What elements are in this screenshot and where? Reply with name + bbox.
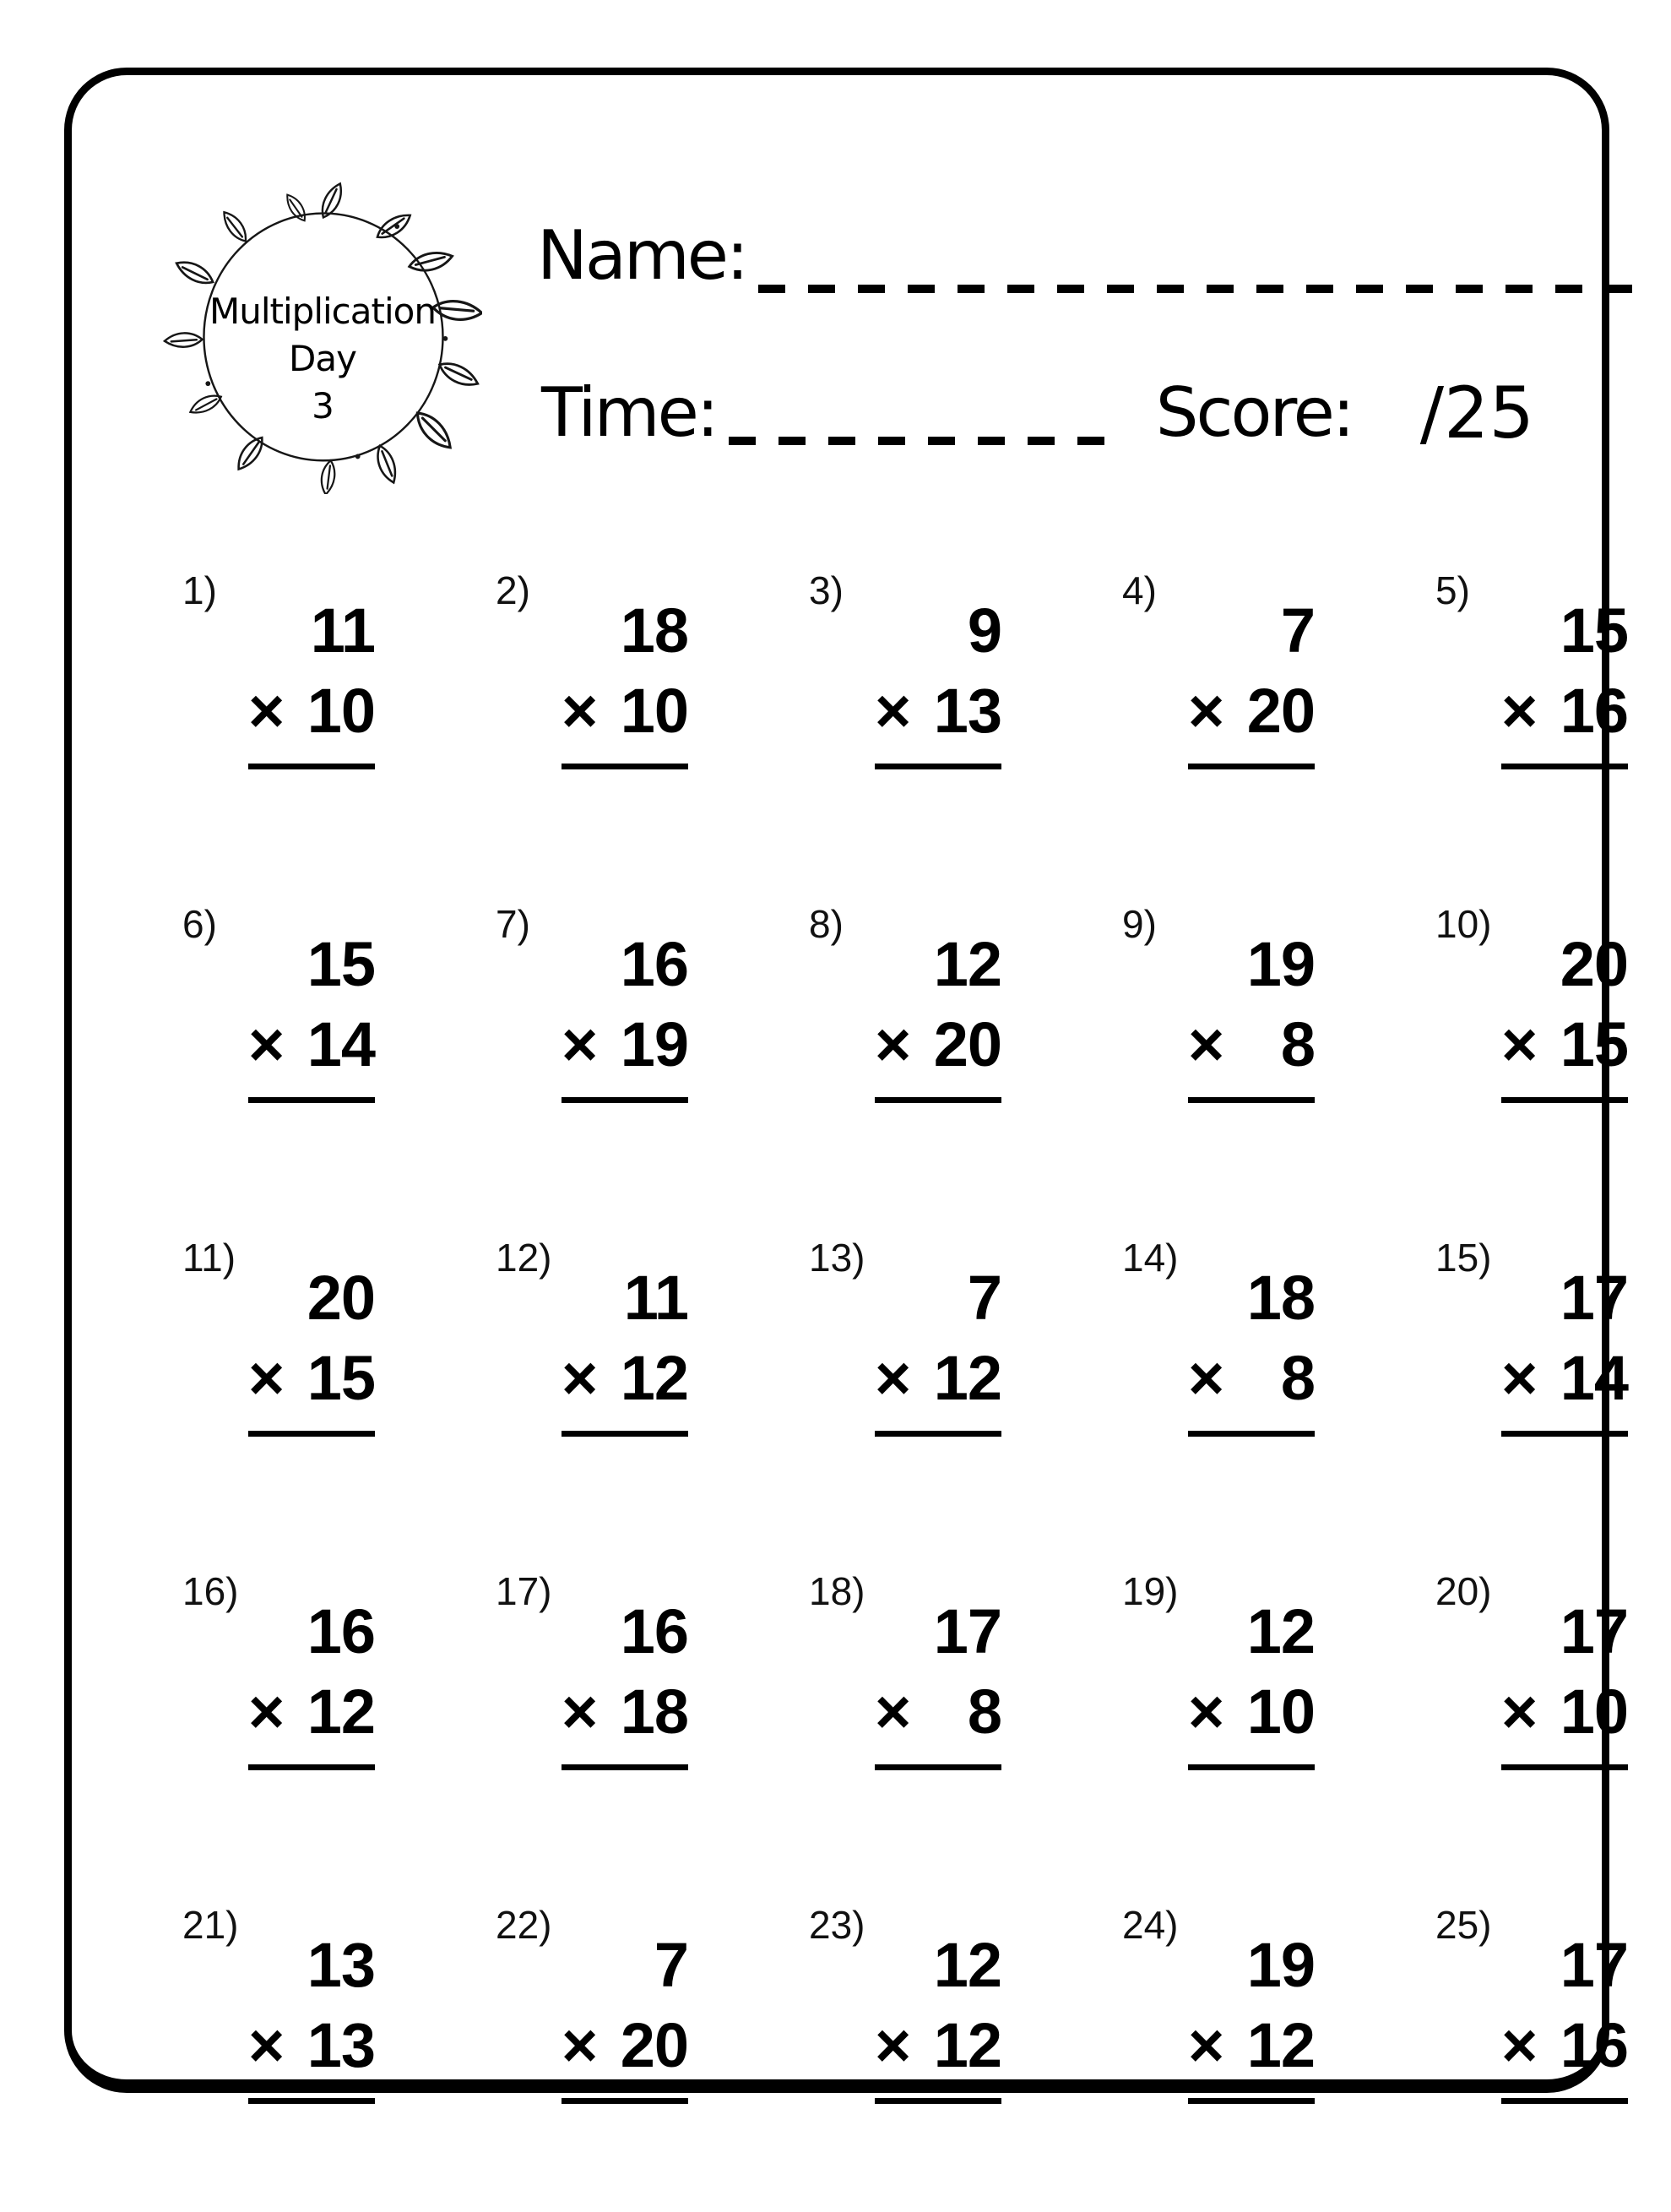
problem-number: 6) — [182, 902, 217, 946]
times-operator-icon: × — [1501, 676, 1538, 746]
multiplier-row — [1501, 671, 1628, 751]
multiplier-row — [248, 1004, 375, 1084]
multiplicand: 17 — [1560, 1930, 1628, 2000]
problem-stack — [1501, 1925, 1628, 2104]
multiplier: 12 — [307, 1677, 375, 1747]
answer-line — [248, 1764, 375, 1770]
problem-stack — [1188, 1258, 1315, 1437]
multiplier: 20 — [620, 2010, 688, 2080]
score-value: /25 — [1419, 372, 1534, 454]
answer-line — [1188, 1431, 1315, 1437]
problem-stack — [875, 1925, 1001, 2104]
answer-line — [248, 2098, 375, 2104]
time-label: Time: — [541, 373, 717, 452]
multiplicand: 19 — [1246, 1930, 1315, 2000]
multiplier: 15 — [1560, 1009, 1628, 1079]
times-operator-icon: × — [875, 1677, 911, 1747]
multiplicand: 16 — [620, 1596, 688, 1666]
times-operator-icon: × — [1501, 1343, 1538, 1413]
multiplier: 19 — [620, 1009, 688, 1079]
multiplicand: 7 — [967, 1263, 1001, 1333]
multiplicand: 17 — [1560, 1596, 1628, 1666]
problem-number: 12) — [496, 1236, 552, 1280]
times-operator-icon: × — [1188, 1009, 1224, 1079]
problem-item — [809, 878, 1001, 1211]
problem-item — [496, 544, 688, 878]
multiplier-row — [875, 1338, 1001, 1418]
times-operator-icon: × — [1188, 1343, 1224, 1413]
times-operator-icon: × — [562, 676, 598, 746]
multiplier: 16 — [1560, 2010, 1628, 2080]
multiplicand: 16 — [620, 929, 688, 999]
problem-stack — [248, 1591, 375, 1770]
multiplier: 12 — [620, 1343, 688, 1413]
multiplicand: 20 — [307, 1263, 375, 1333]
answer-line — [875, 1431, 1001, 1437]
multiplier: 14 — [1560, 1343, 1628, 1413]
problem-item — [1435, 1211, 1628, 1545]
multiplier-row — [248, 671, 375, 751]
times-operator-icon: × — [248, 1677, 285, 1747]
problem-item — [182, 1545, 375, 1878]
problem-number: 22) — [496, 1903, 552, 1947]
answer-line — [562, 1431, 688, 1437]
answer-line — [875, 764, 1001, 769]
multiplicand: 12 — [933, 929, 1001, 999]
problem-number: 15) — [1435, 1236, 1492, 1280]
problem-item — [1122, 1545, 1315, 1878]
multiplier-row — [875, 2005, 1001, 2085]
problem-number: 25) — [1435, 1903, 1492, 1947]
problem-item — [1122, 878, 1315, 1211]
multiplicand: 7 — [1280, 595, 1315, 666]
answer-line — [875, 2098, 1001, 2104]
title-line-3: 3 — [312, 385, 334, 427]
problem-item — [1435, 1545, 1628, 1878]
problem-number: 13) — [809, 1236, 865, 1280]
multiplier: 10 — [1246, 1677, 1315, 1747]
problem-number: 20) — [1435, 1569, 1492, 1613]
problem-stack — [875, 1591, 1001, 1770]
multiplier-row — [248, 1671, 375, 1752]
problem-stack — [562, 924, 688, 1103]
multiplier-row — [248, 1338, 375, 1418]
multiplier-row — [1501, 1671, 1628, 1752]
multiplier: 16 — [1560, 676, 1628, 746]
multiplier-row — [562, 1004, 688, 1084]
page-border — [64, 68, 1628, 2093]
problem-item — [496, 878, 688, 1211]
answer-line — [562, 764, 688, 769]
answer-line — [248, 1097, 375, 1103]
problem-number: 7) — [496, 902, 530, 946]
problem-number: 21) — [182, 1903, 239, 1947]
multiplicand: 12 — [1246, 1596, 1315, 1666]
answer-line — [562, 2098, 688, 2104]
multiplier: 13 — [933, 676, 1001, 746]
multiplicand: 15 — [307, 929, 375, 999]
multiplier: 8 — [1280, 1343, 1315, 1413]
multiplier: 8 — [967, 1677, 1001, 1747]
multiplier-row — [248, 2005, 375, 2085]
problem-stack — [248, 1258, 375, 1437]
answer-line — [875, 1097, 1001, 1103]
multiplier-row — [875, 1671, 1001, 1752]
times-operator-icon: × — [1501, 1677, 1538, 1747]
problem-stack — [1188, 1925, 1315, 2104]
problem-number: 10) — [1435, 902, 1492, 946]
times-operator-icon: × — [562, 1677, 598, 1747]
multiplier: 12 — [1246, 2010, 1315, 2080]
problem-item — [496, 1211, 688, 1545]
multiplier-row — [1188, 1671, 1315, 1752]
problem-item — [1122, 1211, 1315, 1545]
answer-line — [1501, 764, 1628, 769]
problem-number: 23) — [809, 1903, 865, 1947]
multiplicand: 18 — [1246, 1263, 1315, 1333]
answer-line — [1188, 1764, 1315, 1770]
multiplicand: 19 — [1246, 929, 1315, 999]
answer-line — [562, 1097, 688, 1103]
times-operator-icon: × — [248, 1343, 285, 1413]
times-operator-icon: × — [875, 676, 911, 746]
problem-stack — [562, 1258, 688, 1437]
problem-item — [1435, 544, 1628, 878]
problem-number: 5) — [1435, 568, 1470, 612]
multiplicand: 13 — [307, 1930, 375, 2000]
multiplier-row — [1188, 1338, 1315, 1418]
problem-number: 1) — [182, 568, 217, 612]
problem-number: 16) — [182, 1569, 239, 1613]
name-blank-line — [758, 285, 1636, 293]
answer-line — [1501, 1764, 1628, 1770]
answer-line — [1188, 1097, 1315, 1103]
problem-number: 14) — [1122, 1236, 1179, 1280]
title-line-1: Multiplication — [209, 291, 436, 332]
problem-item — [809, 1211, 1001, 1545]
problem-stack — [875, 590, 1001, 769]
multiplier-row — [875, 1004, 1001, 1084]
multiplicand: 17 — [933, 1596, 1001, 1666]
times-operator-icon: × — [562, 1009, 598, 1079]
multiplicand: 11 — [623, 1263, 688, 1333]
problem-item — [1122, 544, 1315, 878]
answer-line — [1501, 1431, 1628, 1437]
problem-number: 11) — [182, 1236, 236, 1280]
problem-number: 8) — [809, 902, 844, 946]
problem-number: 4) — [1122, 568, 1157, 612]
times-operator-icon: × — [1501, 2010, 1538, 2080]
problem-number: 19) — [1122, 1569, 1179, 1613]
name-row — [537, 212, 1636, 300]
times-operator-icon: × — [248, 1009, 285, 1079]
multiplier-row — [562, 671, 688, 751]
answer-line — [875, 1764, 1001, 1770]
multiplier: 20 — [933, 1009, 1001, 1079]
problem-stack — [1501, 924, 1628, 1103]
answer-line — [248, 1431, 375, 1437]
answer-line — [562, 1764, 688, 1770]
problem-item — [1435, 878, 1628, 1211]
problem-stack — [875, 924, 1001, 1103]
times-operator-icon: × — [875, 1343, 911, 1413]
worksheet-title — [163, 288, 482, 430]
problem-number: 3) — [809, 568, 844, 612]
problem-stack — [1501, 1258, 1628, 1437]
score-label: Score: — [1155, 373, 1353, 452]
problem-stack — [248, 590, 375, 769]
problem-number: 2) — [496, 568, 530, 612]
times-operator-icon: × — [875, 2010, 911, 2080]
multiplier-row — [1188, 1004, 1315, 1084]
problem-stack — [875, 1258, 1001, 1437]
multiplicand: 16 — [307, 1596, 375, 1666]
time-blank-line — [729, 437, 1124, 445]
multiplicand: 11 — [310, 595, 375, 666]
times-operator-icon: × — [875, 1009, 911, 1079]
times-operator-icon: × — [1501, 1009, 1538, 1079]
times-operator-icon: × — [562, 1343, 598, 1413]
multiplicand: 9 — [967, 595, 1001, 666]
multiplier-row — [1501, 1338, 1628, 1418]
problems-grid — [182, 544, 1628, 2212]
answer-line — [248, 764, 375, 769]
multiplier: 10 — [620, 676, 688, 746]
title-line-2: Day — [289, 338, 356, 379]
multiplicand: 7 — [654, 1930, 688, 2000]
multiplier: 13 — [307, 2010, 375, 2080]
multiplier-row — [562, 1671, 688, 1752]
multiplicand: 17 — [1560, 1263, 1628, 1333]
multiplier-row — [1501, 1004, 1628, 1084]
time-score-row — [541, 369, 1554, 457]
times-operator-icon: × — [1188, 2010, 1224, 2080]
problem-stack — [562, 1591, 688, 1770]
multiplier: 10 — [1560, 1677, 1628, 1747]
problem-item — [182, 878, 375, 1211]
problem-number: 17) — [496, 1569, 552, 1613]
multiplicand: 20 — [1560, 929, 1628, 999]
times-operator-icon: × — [248, 676, 285, 746]
problem-item — [182, 544, 375, 878]
name-label: Name: — [537, 216, 746, 295]
multiplier: 20 — [1246, 676, 1315, 746]
problem-item — [809, 544, 1001, 878]
answer-line — [1501, 1097, 1628, 1103]
answer-line — [1188, 2098, 1315, 2104]
multiplier: 12 — [933, 2010, 1001, 2080]
multiplier: 12 — [933, 1343, 1001, 1413]
times-operator-icon: × — [1188, 1677, 1224, 1747]
problem-stack — [1188, 1591, 1315, 1770]
multiplier-row — [1501, 2005, 1628, 2085]
problem-item — [809, 1545, 1001, 1878]
multiplier: 8 — [1280, 1009, 1315, 1079]
multiplier-row — [1188, 671, 1315, 751]
problem-number: 24) — [1122, 1903, 1179, 1947]
multiplicand: 12 — [933, 1930, 1001, 2000]
multiplier: 10 — [307, 676, 375, 746]
problem-stack — [248, 1925, 375, 2104]
multiplier: 15 — [307, 1343, 375, 1413]
problem-number: 9) — [1122, 902, 1157, 946]
problem-item — [182, 1211, 375, 1545]
times-operator-icon: × — [562, 2010, 598, 2080]
multiplier: 14 — [307, 1009, 375, 1079]
multiplier-row — [1188, 2005, 1315, 2085]
times-operator-icon: × — [248, 2010, 285, 2080]
problem-stack — [248, 924, 375, 1103]
multiplicand: 18 — [620, 595, 688, 666]
answer-line — [1188, 764, 1315, 769]
answer-line — [1501, 2098, 1628, 2104]
problem-item — [496, 1545, 688, 1878]
problem-stack — [562, 1925, 688, 2104]
problem-number: 18) — [809, 1569, 865, 1613]
multiplier-row — [875, 671, 1001, 751]
problem-stack — [1501, 1591, 1628, 1770]
multiplier-row — [562, 2005, 688, 2085]
problem-stack — [1188, 590, 1315, 769]
problem-stack — [1501, 590, 1628, 769]
multiplicand: 15 — [1560, 595, 1628, 666]
multiplier-row — [562, 1338, 688, 1418]
times-operator-icon: × — [1188, 676, 1224, 746]
multiplier: 18 — [620, 1677, 688, 1747]
problem-stack — [1188, 924, 1315, 1103]
problem-stack — [562, 590, 688, 769]
